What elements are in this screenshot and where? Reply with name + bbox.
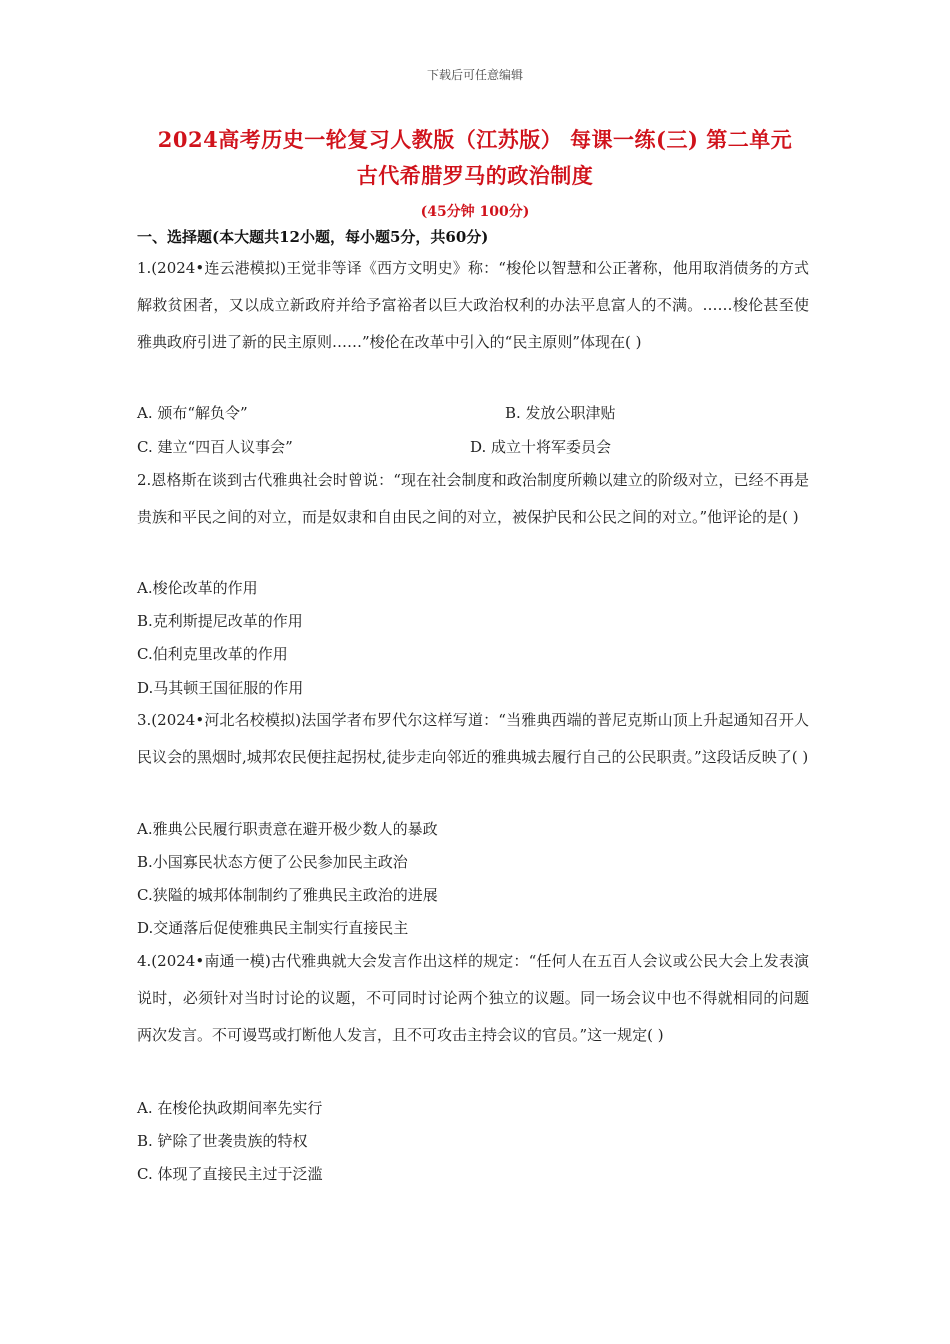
doc-title-line1: 2024高考历史一轮复习人教版（江苏版） 每课一练(三) 第二单元: [157, 127, 793, 152]
q3-option-a: A.雅典公民履行职责意在避开极少数人的暴政: [137, 820, 438, 838]
question-1: [137, 250, 809, 361]
q4-option-b: B. 铲除了世袭贵族的特权: [137, 1132, 308, 1150]
q2-option-d: D.马其顿王国征服的作用: [137, 679, 304, 697]
q1-option-d: D. 成立十将军委员会: [470, 438, 612, 456]
question-4-stem: 4.(2024•南通一模)古代雅典就大会发言作出这样的规定：“任何人在五百人会议或公民大会上发表演说时，必须针对当时讨论的议题，不可同时讨论两个独立的议题。同一场会议中也不得就相同的问题两次发言。不可谩骂或打断他人发言，且不可攻击主持会议的官员。”这一规定( ): [137, 952, 809, 1044]
question-3-stem: 3.(2024•河北名校模拟)法国学者布罗代尔这样写道：“当雅典西端的普尼克斯山顶上升起通知召开人民议会的黑烟时,城邦农民便拄起拐杖,徒步走向邻近的雅典城去履行自己的公民职责。”这段话反映了( ): [137, 711, 809, 766]
q3-option-c: C.狭隘的城邦体制制约了雅典民主政治的进展: [137, 886, 438, 904]
doc-title-line2: 古代希腊罗马的政治制度: [356, 163, 594, 188]
q1-option-b: B. 发放公职津贴: [505, 404, 616, 422]
q2-option-b: B.克利斯提尼改革的作用: [137, 612, 303, 630]
question-2-stem: 2.恩格斯在谈到古代雅典社会时曾说：“现在社会制度和政治制度所赖以建立的阶级对立，已经不再是贵族和平民之间的对立，而是奴隶和自由民之间的对立，被保护民和公民之间的对立。”他评论的是( ): [137, 471, 809, 526]
q4-option-a: A. 在梭伦执政期间率先实行: [137, 1099, 323, 1117]
section-heading: 一、选择题(本大题共12小题，每小题5分，共60分): [137, 228, 489, 246]
question-4: [137, 943, 809, 1054]
q1-option-a: A. 颁布“解负令”: [137, 404, 248, 422]
q2-option-a: A.梭伦改革的作用: [137, 579, 258, 597]
q1-option-c: C. 建立“四百人议事会”: [137, 438, 293, 456]
question-3: [137, 702, 809, 776]
question-1-stem: 1.(2024•连云港模拟)王觉非等译《西方文明史》称：“梭伦以智慧和公正著称，他用取消债务的方式解救贫困者，又以成立新政府并给予富裕者以巨大政治权利的办法平息富人的不满。……梭伦甚至使雅典政府引进了新的民主原则……”梭伦在改革中引入的“民主原则”体现在( ): [137, 259, 809, 351]
q2-option-c: C.伯利克里改革的作用: [137, 645, 288, 663]
header-note: 下载后可任意编辑: [426, 68, 523, 82]
q3-option-b: B.小国寡民状态方便了公民参加民主政治: [137, 853, 408, 871]
q4-option-c: C. 体现了直接民主过于泛滥: [137, 1165, 323, 1183]
question-2: [137, 462, 809, 536]
q3-option-d: D.交通落后促使雅典民主制实行直接民主: [137, 919, 409, 937]
time-score-note: (45分钟 100分): [420, 204, 530, 220]
